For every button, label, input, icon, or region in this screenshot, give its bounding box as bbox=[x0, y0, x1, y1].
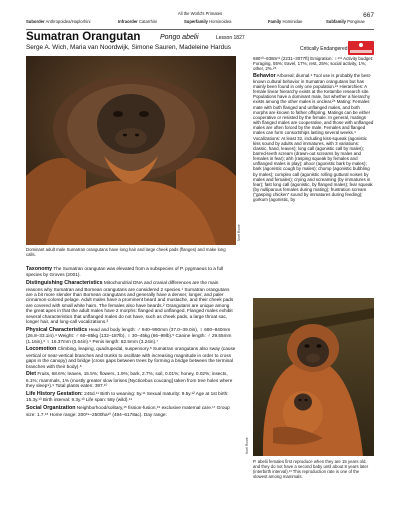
photo-caption-1: Dominant adult male Sumatran orangutans have long hair and large cheek pads (flanges) and make long calls. bbox=[26, 247, 226, 258]
section-locomotion bbox=[26, 346, 236, 369]
species-authority: Lesson 1827 bbox=[216, 35, 245, 41]
section-activity bbox=[253, 56, 374, 71]
taxonomy-suborder bbox=[26, 19, 91, 24]
section-heading: Social Organization bbox=[26, 405, 76, 412]
suborder-label: Suborder bbox=[26, 19, 45, 24]
section-body: Fruits, 68.6%; leaves, 15.5%; flowers, 1.9%; bark, 2.7%; soil, 0.01%; honey, 0.02%; insects, 6.1%; mammals, 1% (mostly greater slow lorises [Nycticebus coucang] taken from tree holes where they sleep⁹).⁹ Total plants eaten: 397.¹⁰ bbox=[26, 371, 233, 389]
male-orangutan-photo bbox=[26, 56, 236, 245]
photo-caption-2: P. abelii females first reproduce when they are 15 years old, and they do not have a second baby until about 8 years later (interbirth interval).¹³ This reproduction rate is one of the slowest among mammals. bbox=[253, 459, 369, 480]
section-heading: Behavior bbox=[253, 72, 276, 79]
section-distinguishing bbox=[26, 280, 236, 325]
section-body: Head and body length: ♂ 940–990mm (37.0–39.0in), ♀ 680–840mm (26.8–33.1in).⁴ Weight: ♂ 60–85kg (132–187lb), ♀ 30–45kg (66–99lb).⁵ Canine length: ♂ 29.55mm (1.16in),⁶ ♀ 16.37mm (0.64in).⁶ Penis length: 82.5mm (3.24in).⁷ bbox=[26, 326, 232, 344]
photo-credit-2: Noel Rowe bbox=[245, 437, 249, 454]
taxonomy-bar bbox=[26, 19, 374, 26]
section-physical bbox=[26, 327, 236, 344]
superfamily-label: Superfamily bbox=[184, 19, 208, 24]
section-life-history bbox=[26, 391, 236, 403]
section-taxonomy bbox=[26, 266, 236, 278]
infraorder-value: Catarrhini bbox=[138, 19, 158, 24]
status-bar bbox=[350, 50, 372, 53]
section-heading: Locomotion bbox=[26, 346, 57, 353]
male-orangutan-illustration bbox=[26, 56, 236, 245]
infraorder-label: Infraorder bbox=[118, 19, 138, 24]
subfamily-value: Ponginae bbox=[347, 19, 365, 24]
authors: Serge A. Wich, Maria van Noordwijk, Simone Sauren, Madeleine Hardus bbox=[26, 44, 231, 51]
status-dot bbox=[359, 43, 363, 47]
superfamily-value: Hominoidea bbox=[209, 19, 232, 24]
taxonomy-family bbox=[268, 19, 302, 24]
section-heading: Taxonomy bbox=[26, 266, 53, 272]
status-badge-icon bbox=[348, 41, 374, 55]
taxonomy-subfamily bbox=[326, 19, 365, 24]
conservation-status: Critically Endangered bbox=[300, 46, 348, 52]
section-heading: Diet bbox=[26, 371, 37, 378]
section-body: Climbing, leaping, quadrupedal, suspensory.⁸ Sumatran orangutans also sway (cause vertical or near-vertical branches and trunks to oscillate with increasing magnitude in order to cross gaps in the canopy) and bridge (cross gaps between trees by forming a bridge between the terminal branches with their body).⁸ bbox=[26, 346, 236, 369]
family-value: Hominidae bbox=[282, 19, 303, 24]
subfamily-label: Subfamily bbox=[326, 19, 347, 24]
section-body: Neighborhood/solitary,¹⁵ fission-fusion,¹⁶ exclusive maternal care.¹⁷ Group size: 1.7.¹⁸ Home range: 200¹⁹–2500ha¹⁰ (494–6178ac). Day range: bbox=[26, 405, 230, 417]
header-rule bbox=[26, 29, 374, 30]
section-body: Arboreal; diurnal.⁹ Tool use is probably the best-known cultural behavior in Sumatran orangutans but has mainly been found in only one population.²⁴ Hierarchies: A female linear hierarchy exists at the Ketambe research site. Populations have a dominant male, but whether a hierarchy exists among the other males is unclear.²⁵ Mating: Females mate with both flanged and unflanged males, and both morphs are known to father offspring. Matings can be either cooperative or resisted by the female. In general, matings with flanged males are cooperative, and those with unflanged males are often forced by the male. Females and flanged males can form consortships lasting several weeks.⁹ Vocalizations: At least 32, including kiss-squeak (agonistic kiss sound by adults and immatures, with 3 variations: classic, hand, leaves); long call (agonistic call by males); barred-teeth scream (drawn-out screams by males and females in fear); ahh (rasping squeak by females and unflanged males in play); ahoor (agonistic bark by males); bark (agonistic cough by males); chomp (agonistic bubbling by males); complex call (agonistic rolling guttural noises by males and females); crying and screaming (by immatures in fear); fast long call (agonistic, by flanged males); fear squeak (by nulliparous females during mating); frustration scream (“gasping chicken” sound by immatures during feeding); gorkum (agonistic, by bbox=[253, 72, 374, 203]
suborder-value: Anthropoidea/Haplorhini bbox=[45, 19, 91, 24]
right-column-text bbox=[253, 56, 374, 204]
running-head: All the World's Primates bbox=[177, 11, 223, 16]
female-orangutan-photo bbox=[253, 298, 374, 456]
female-orangutan-illustration bbox=[253, 298, 374, 456]
photo-credit-1: Noel Rowe bbox=[237, 224, 241, 241]
section-social bbox=[26, 405, 236, 417]
section-heading: Distinguishing Characteristics bbox=[26, 280, 103, 287]
family-label: Family bbox=[268, 19, 282, 24]
section-body: 680¹⁰–938m¹¹ (2231–3077ft) Emigration: ♀⁴¹¹ Activity budget: Foraging, 55%; travel, 17%; rest, 25%; social activity, 1%; other, 2%.²⁴ bbox=[253, 56, 374, 72]
section-heading: Physical Characteristics bbox=[26, 326, 88, 333]
section-behavior bbox=[253, 73, 374, 203]
section-body: Mitochondrial DNA and cranial differences are the main reasons why Sumatran and Bornean orangutans are considered 2 species.¹ Sumatran orangutans are a bit more slender than Bornean orangutans and generally have a denser, longer, and paler cinnamon-colored pelage. Adult males have a prominent beard and mustache, and their cheek pads are covered with small white hairs. The females also have beards.² Orangutans are unique among the great apes in that the adult males have 2 morphs: flanged and unflanged. Flanged males exhibit several characteristics that unflanged males do not have, such as cheek pads, a large throat sac, longer hair, and long-call vocalizations.³ bbox=[26, 280, 234, 325]
left-column-text bbox=[26, 266, 236, 419]
taxonomy-superfamily bbox=[184, 19, 232, 24]
page-number: 667 bbox=[363, 12, 374, 19]
section-diet bbox=[26, 371, 236, 388]
species-title: Sumatran Orangutan bbox=[26, 31, 141, 43]
scientific-name: Pongo abelii bbox=[160, 34, 199, 41]
taxonomy-infraorder bbox=[118, 19, 157, 24]
section-body: 245d.¹¹ Birth to weaning: 5y.¹¹ Sexual maturity: 9.5y.¹² Age at 1st birth: 15.3y.¹³ Birth interval: 9.3y.¹³ Life span: 58y (wild).¹⁴ bbox=[26, 391, 229, 403]
section-heading: Life History Gestation: bbox=[26, 391, 83, 397]
section-body: The Sumatran orangutan was elevated from a subspecies of P. pygmaeus to a full species by Groves (2001). bbox=[26, 266, 224, 278]
